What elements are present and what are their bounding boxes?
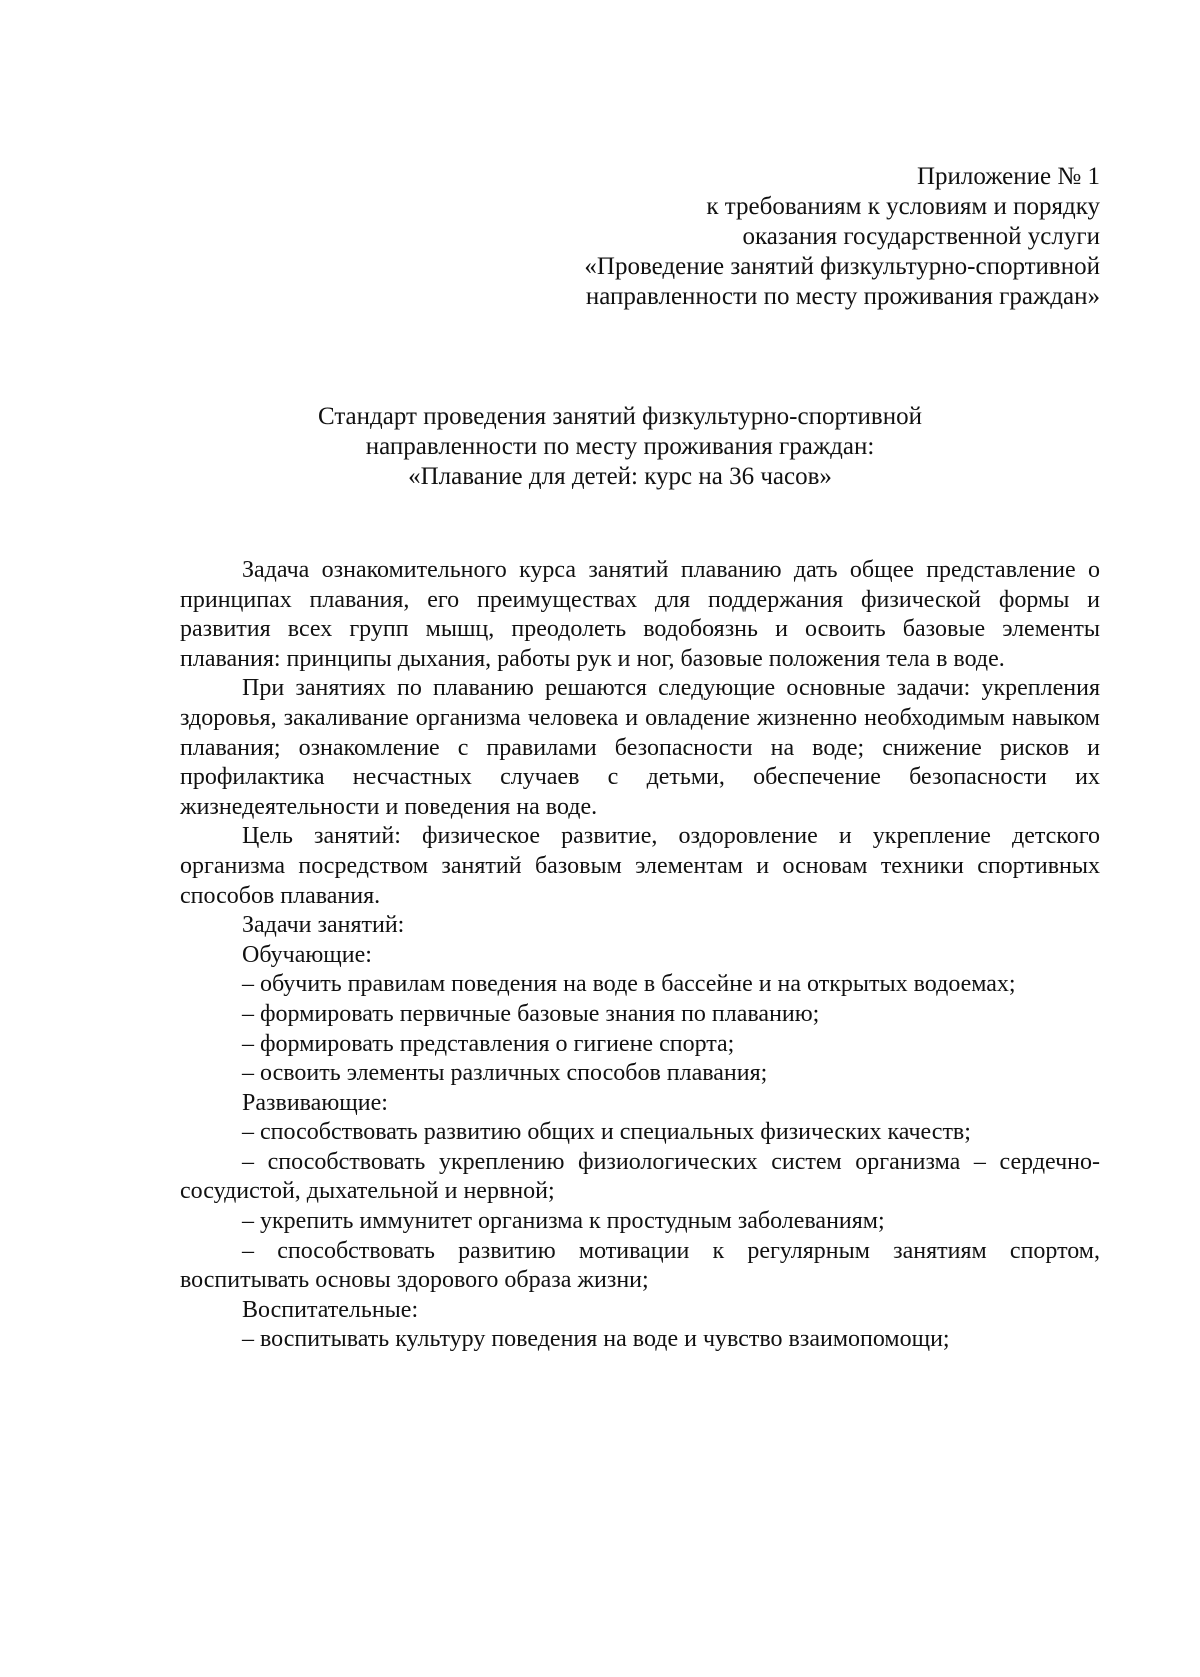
appendix-line: к требованиям к условиям и порядку: [706, 193, 1100, 220]
appendix-line: «Проведение занятий физкультурно-спортивной: [584, 253, 1100, 280]
title-line: «Плавание для детей: курс на 36 часов»: [408, 463, 832, 490]
list-item: – обучить правилам поведения на воде в бассейне и на открытых водоемах;: [242, 971, 1016, 998]
list-item: – освоить элементы различных способов плавания;: [242, 1060, 768, 1087]
title-line: Стандарт проведения занятий физкультурно-спортивной: [317, 403, 922, 430]
upbringing-heading: Воспитательные:: [242, 1296, 419, 1323]
paragraph-purpose: Цель занятий: физическое развитие, оздоровление и укрепление детского организма посредством занятий базовым элементам и основам техники спортивных способов плавания.: [180, 823, 1100, 909]
tasks-heading: Задачи занятий:: [242, 912, 405, 939]
document-body: [180, 556, 1100, 1355]
appendix-header: [460, 162, 1100, 312]
teaching-heading: Обучающие:: [242, 941, 372, 968]
paragraph-course-goal: Задача ознакомительного курса занятий плаванию дать общее представление о принципах плавания, его преимуществах для поддержания физической формы и развития всех групп мышц, преодолеть водобоязнь и освоить базовые элементы плавания: принципы дыхания, работы рук и ног, базовые положения тела в воде.: [180, 557, 1100, 672]
list-item: – воспитывать культуру поведения на воде и чувство взаимопомощи;: [242, 1326, 950, 1353]
list-item: – формировать представления о гигиене спорта;: [242, 1030, 735, 1057]
list-item: – способствовать развитию мотивации к регулярным занятиям спортом, воспитывать основы здорового образа жизни;: [180, 1237, 1100, 1294]
appendix-line: Приложение № 1: [916, 163, 1100, 190]
developing-heading: Развивающие:: [242, 1089, 388, 1116]
title-line: направленности по месту проживания граждан:: [365, 433, 875, 460]
appendix-line: оказания государственной услуги: [742, 223, 1100, 250]
appendix-line: направленности по месту проживания граждан»: [585, 283, 1100, 310]
paragraph-main-tasks: При занятиях по плаванию решаются следующие основные задачи: укрепления здоровья, закаливание организма человека и овладение жизненно необходимым навыком плавания; ознакомление с правилами безопасности на воде; снижение рисков и профилактика несчастных случаев с детьми, обеспечение безопасности их жизнедеятельности и поведения на воде.: [180, 675, 1100, 820]
list-item: – способствовать укреплению физиологических систем организма – сердечно-сосудистой, дыхательной и нервной;: [180, 1148, 1100, 1205]
document-title: [180, 402, 1060, 492]
list-item: – укрепить иммунитет организма к простудным заболеваниям;: [242, 1208, 885, 1235]
list-item: – способствовать развитию общих и специальных физических качеств;: [242, 1119, 971, 1146]
list-item: – формировать первичные базовые знания по плаванию;: [242, 1000, 820, 1027]
